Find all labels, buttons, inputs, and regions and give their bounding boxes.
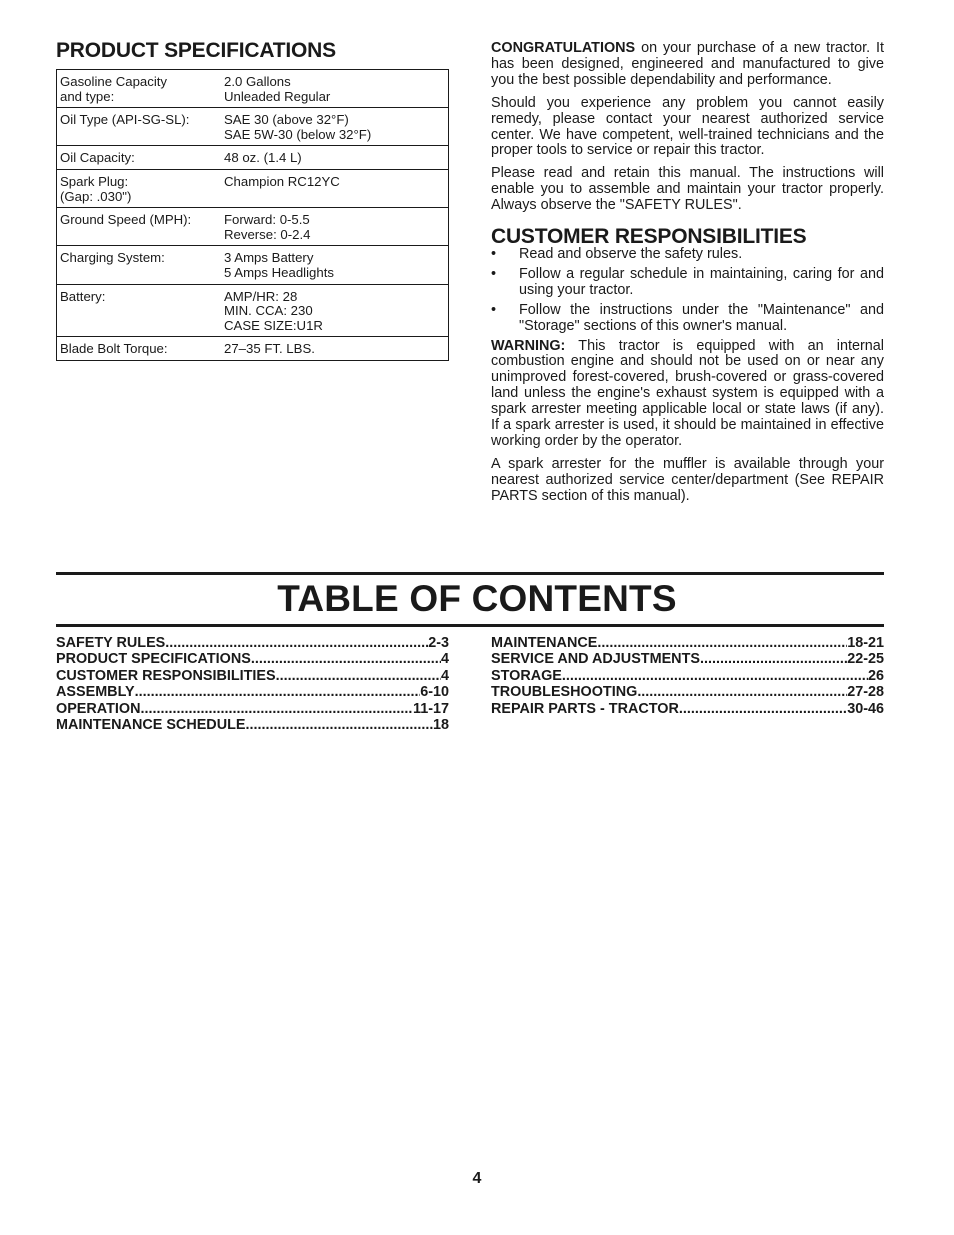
toc-entry-pages: 4: [440, 651, 449, 668]
toc-entry-label: SERVICE AND ADJUSTMENTS: [491, 651, 700, 668]
toc-bottom-rule: [56, 624, 884, 627]
spec-label: Charging System:: [60, 250, 165, 266]
toc-entry[interactable]: [491, 635, 884, 651]
spec-value: 27–35 FT. LBS.: [224, 341, 315, 357]
toc-entry-pages: 26: [867, 667, 884, 684]
toc-entry-label: CUSTOMER RESPONSIBILITIES: [56, 667, 276, 684]
toc-entry[interactable]: [491, 701, 884, 717]
toc-title: TABLE OF CONTENTS: [277, 578, 677, 619]
toc-entry-label: MAINTENANCE SCHEDULE: [56, 717, 246, 734]
congratulations-lead: CONGRATULATIONS: [491, 40, 636, 56]
spec-value: 48 oz. (1.4 L): [224, 150, 302, 166]
toc-entry-label: REPAIR PARTS - TRACTOR: [491, 700, 679, 717]
bullet-icon: •: [491, 245, 497, 262]
toc-entry-pages: 18-21: [847, 635, 884, 651]
spec-label: Spark Plug: (Gap: .030"): [60, 173, 132, 204]
spec-value: SAE 30 (above 32°F) SAE 5W-30 (below 32°F): [224, 112, 372, 142]
toc-right-column: [491, 635, 884, 717]
toc-left-column: [56, 635, 449, 733]
toc-entry-label: PRODUCT SPECIFICATIONS: [56, 651, 251, 668]
toc-entry[interactable]: [56, 701, 449, 717]
list-item: [491, 303, 884, 335]
intro-column: [491, 41, 884, 512]
responsibilities-list: [491, 247, 884, 335]
spec-label: Battery:: [60, 288, 106, 304]
toc-entry-label: STORAGE: [491, 667, 562, 684]
spec-label: Gasoline Capacity and type:: [60, 74, 168, 104]
warning-lead: WARNING:: [491, 337, 566, 354]
spec-value: Champion RC12YC: [224, 173, 340, 189]
problem-paragraph: Should you experience any problem you cannot easily remedy, please contact your nearest authorized service center. We have competent, well-trained technicians and the proper tools to service or repair this tractor.: [491, 94, 884, 159]
spec-label: Blade Bolt Torque:: [60, 341, 168, 357]
spec-value: 2.0 Gallons Unleaded Regular: [224, 74, 331, 104]
table-row: [57, 107, 448, 145]
toc-entry[interactable]: [56, 684, 449, 700]
toc-entry-label: ASSEMBLY: [56, 684, 135, 701]
dot-leader: [700, 651, 847, 667]
table-row: [57, 145, 448, 169]
dot-leader: [562, 668, 868, 684]
table-row: [57, 284, 448, 337]
page-number: 4: [472, 1170, 482, 1187]
dot-leader: [245, 717, 433, 733]
congratulations-text: on your purchase of a new tractor. It has been designed, engineered and manufactured to give you the best possible dependability and performance.: [491, 40, 884, 88]
spec-label: Ground Speed (MPH):: [60, 212, 192, 228]
spec-value: Forward: 0-5.5 Reverse: 0-2.4: [224, 212, 311, 242]
list-item-text: Follow a regular schedule in maintaining, caring for and using your tractor.: [519, 265, 884, 298]
list-item: [491, 247, 884, 263]
toc-entry-pages: 22-25: [847, 651, 884, 668]
table-row: [57, 245, 448, 283]
list-item: [491, 267, 884, 299]
product-specifications-heading: PRODUCT SPECIFICATIONS: [56, 39, 336, 62]
bullet-icon: •: [491, 301, 497, 318]
list-item-text: Follow the instructions under the "Maintenance" and "Storage" sections of this owner's manual.: [519, 301, 884, 334]
toc-entry-pages: 4: [440, 667, 449, 684]
toc-entry-pages: 2-3: [428, 635, 449, 651]
toc-entry-pages: 27-28: [847, 684, 884, 701]
dot-leader: [679, 701, 847, 717]
toc-entry-pages: 11-17: [412, 700, 449, 717]
toc-entry[interactable]: [56, 717, 449, 733]
customer-responsibilities-heading: CUSTOMER RESPONSIBILITIES: [491, 225, 807, 249]
table-row: [57, 336, 448, 360]
list-item-text: Read and observe the safety rules.: [519, 245, 743, 262]
toc-entry-label: MAINTENANCE: [491, 635, 598, 651]
toc-entry[interactable]: [56, 651, 449, 667]
warning-text: This tractor is equipped with an internal combustion engine and should not be used on or near any unimproved forest-covered, brush-covered or grass-covered land unless the engine's exhaust system is equipped with a spark arrester meeting applicable local or state laws (if any). If a spark arrester is used, it should be maintained in effective working order by the operator.: [491, 337, 884, 449]
table-row: [57, 70, 448, 107]
toc-entry[interactable]: [491, 668, 884, 684]
spec-label: Oil Capacity:: [60, 150, 135, 166]
toc-entry-pages: 30-46: [847, 700, 884, 717]
dot-leader: [140, 701, 413, 717]
congratulations-paragraph: [491, 41, 884, 89]
retain-manual-paragraph: Please read and retain this manual. The instructions will enable you to assemble and maintain your tractor properly. Always observe the "SAFETY RULES".: [491, 165, 884, 214]
spec-value: 3 Amps Battery 5 Amps Headlights: [224, 250, 334, 280]
table-row: [57, 169, 448, 207]
toc-entry[interactable]: [491, 651, 884, 667]
dot-leader: [135, 684, 421, 700]
toc-entry-label: OPERATION: [56, 700, 141, 717]
dot-leader: [276, 668, 441, 684]
toc-entry[interactable]: [56, 635, 449, 651]
toc-entry[interactable]: [56, 668, 449, 684]
toc-entry-label: TROUBLESHOOTING: [491, 684, 638, 701]
dot-leader: [637, 684, 847, 700]
dot-leader: [597, 635, 847, 651]
toc-entry-pages: 6-10: [420, 684, 449, 701]
spec-value: AMP/HR: 28 MIN. CCA: 230 CASE SIZE:U1R: [224, 288, 323, 333]
warning-paragraph: [491, 339, 884, 450]
spark-arrester-paragraph: A spark arrester for the muffler is available through your nearest authorized service center/department (See REPAIR PARTS section of this manual).: [491, 455, 884, 504]
bullet-icon: •: [491, 265, 497, 282]
toc-entry-pages: 18: [432, 717, 449, 734]
specifications-table: [56, 69, 449, 361]
table-row: [57, 207, 448, 245]
toc-entry[interactable]: [491, 684, 884, 700]
spec-label: Oil Type (API-SG-SL):: [60, 112, 190, 128]
toc-entry-label: SAFETY RULES: [56, 635, 166, 651]
dot-leader: [251, 651, 441, 667]
dot-leader: [165, 635, 428, 651]
toc-top-rule: [56, 572, 884, 575]
